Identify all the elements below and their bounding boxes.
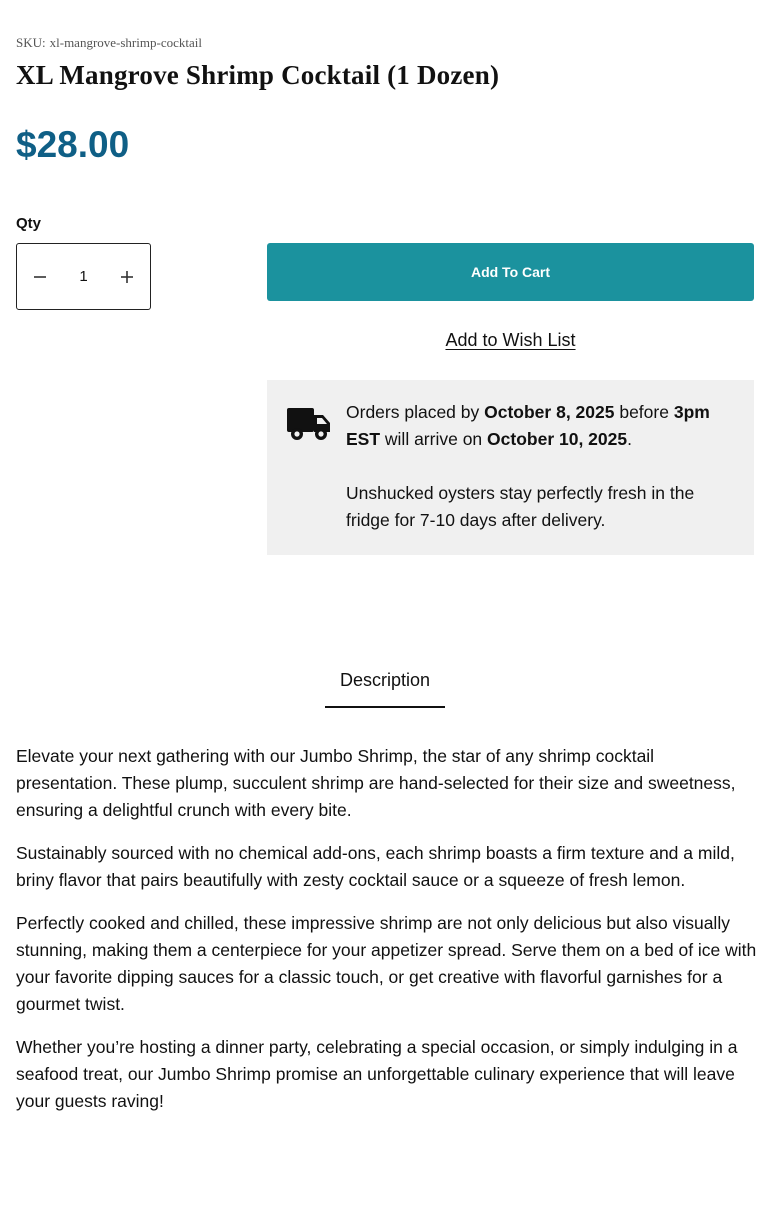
quantity-stepper — [16, 243, 151, 310]
freshness-note: Unshucked oysters stay perfectly fresh in the fridge for 7-10 days after delivery. — [346, 483, 695, 530]
shipping-text-3: will arrive on — [380, 429, 488, 449]
minus-icon — [33, 270, 47, 284]
add-to-wishlist-link[interactable]: Add to Wish List — [445, 330, 576, 350]
qty-decrement-button[interactable] — [17, 244, 63, 309]
description-paragraph: Whether you’re hosting a dinner party, celebrating a special occasion, or simply indulging in a seafood treat, our Jumbo Shrimp promise an unforgettable culinary experience that will leave your guests raving! — [16, 1037, 738, 1111]
product-price: $28.00 — [16, 124, 130, 165]
plus-icon — [120, 270, 134, 284]
qty-increment-button[interactable] — [104, 244, 150, 309]
truck-icon — [287, 406, 331, 442]
description-paragraph: Perfectly cooked and chilled, these impressive shrimp are not only delicious but also visually stunning, making them a centerpiece for your appetizer spread. Serve them on a bed of ice with your favorite dipping sauces for a classic touch, or get creative with flavorful garnishes for a gourmet twist. — [16, 913, 757, 1014]
shipping-text-4: . — [627, 429, 632, 449]
add-to-cart-button[interactable]: Add To Cart — [267, 243, 754, 301]
tab-description[interactable]: Description — [325, 670, 445, 708]
product-description — [16, 743, 758, 1131]
sku-label: SKU: — [16, 35, 46, 50]
product-title: XL Mangrove Shrimp Cocktail (1 Dozen) — [16, 60, 500, 90]
shipping-text-2: before — [614, 402, 674, 422]
arrival-date: October 10, 2025 — [487, 429, 628, 449]
qty-input[interactable]: 1 — [79, 268, 88, 285]
shipping-text-1: Orders placed by — [346, 402, 485, 422]
order-by-date: October 8, 2025 — [484, 402, 615, 422]
qty-label: Qty — [16, 215, 42, 232]
cutoff-time: 3pm EST — [346, 402, 710, 449]
shipping-info-box — [267, 380, 754, 555]
sku-value: xl-mangrove-shrimp-cocktail — [49, 35, 202, 50]
description-paragraph: Sustainably sourced with no chemical add-ons, each shrimp boasts a firm texture and a mild, briny flavor that pairs beautifully with zesty cocktail sauce or a squeeze of fresh lemon. — [16, 843, 735, 890]
description-paragraph: Elevate your next gathering with our Jumbo Shrimp, the star of any shrimp cocktail presentation. These plump, succulent shrimp are hand-selected for their size and sweetness, ensuring a delightful crunch with every bite. — [16, 746, 736, 820]
shipping-estimate — [346, 399, 741, 453]
product-sku — [16, 35, 202, 51]
